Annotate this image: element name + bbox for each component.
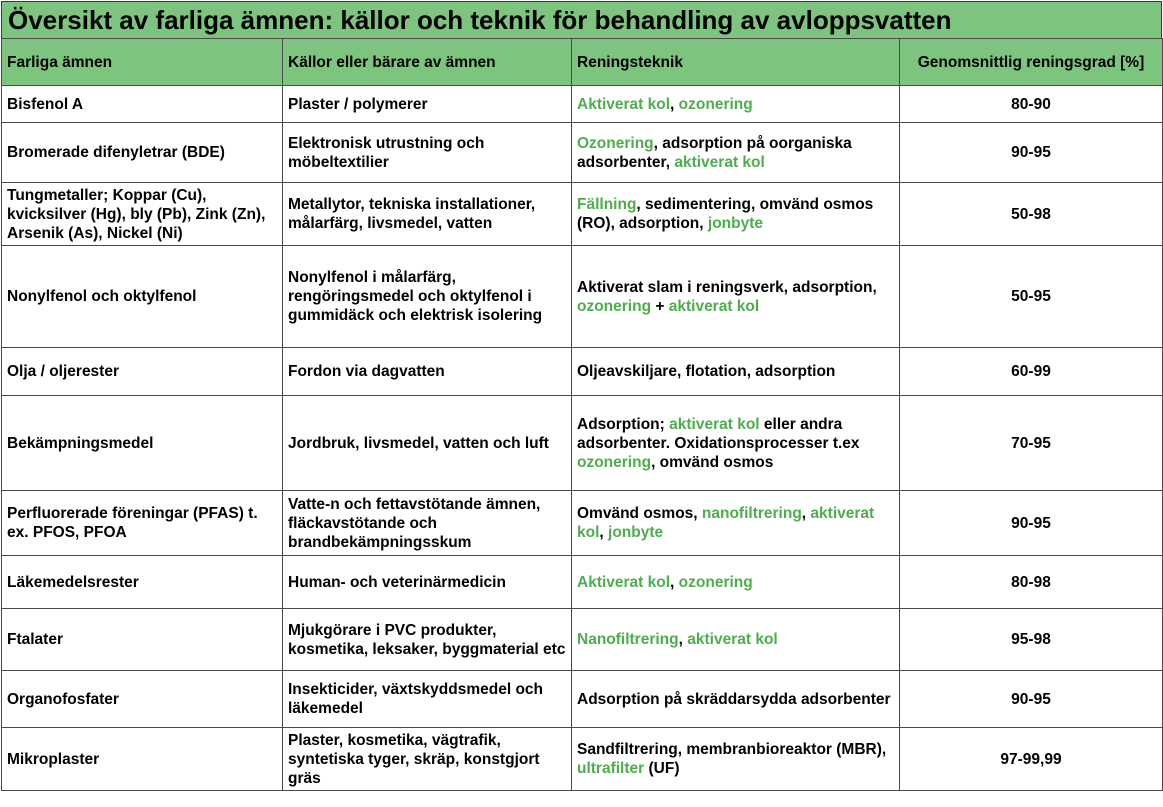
cell-sources: Vatte-n och fettavstötande ämnen, fläckavstötande och brandbekämpningsskum: [283, 491, 572, 556]
technique-highlight: aktiverat kol: [687, 631, 778, 648]
technique-text: Adsorption;: [577, 415, 670, 433]
technique-text: , sedimentering, omvänd osmos (RO), adsorption,: [577, 196, 874, 232]
cell-substance: Olja / oljerester: [2, 348, 283, 396]
cell-substance: Bromerade difenyletrar (BDE): [2, 123, 283, 183]
technique-text: Omvänd osmos,: [577, 505, 702, 522]
cell-sources: Fordon via dagvatten: [283, 348, 572, 396]
technique-highlight: Aktiverat kol: [577, 95, 671, 113]
cell-efficiency: 80-90: [900, 86, 1163, 123]
technique-highlight: jonbyte: [608, 524, 664, 541]
technique-text: Oljeavskiljare, flotation, adsorption: [577, 363, 836, 380]
cell-technique: [572, 396, 900, 491]
cell-sources: Jordbruk, livsmedel, vatten och luft: [283, 396, 572, 491]
technique-text: (UF): [644, 760, 680, 777]
cell-sources: Human- och veterinärmedicin: [283, 556, 572, 609]
technique-highlight: Fällning: [577, 196, 637, 213]
technique-highlight: aktiverat kol: [674, 153, 765, 171]
cell-efficiency: 60-99: [900, 348, 1163, 396]
table-row: [2, 728, 1163, 791]
cell-technique: [572, 491, 900, 556]
cell-sources: Insekticider, växtskyddsmedel och läkemedel: [283, 671, 572, 728]
hazardous-substances-table: [1, 38, 1163, 791]
technique-highlight: Ozonering: [577, 134, 654, 152]
header-substance: Farliga ämnen: [2, 39, 283, 86]
table-title: Översikt av farliga ämnen: källor och teknik för behandling av avloppsvatten: [8, 5, 952, 35]
table-row: [2, 396, 1163, 491]
cell-substance: Mikroplaster: [2, 728, 283, 791]
cell-efficiency: 80-98: [900, 556, 1163, 609]
cell-sources: Mjukgörare i PVC produkter, kosmetika, leksaker, byggmaterial etc: [283, 609, 572, 671]
technique-text: ,: [599, 524, 609, 541]
cell-substance: Perfluorerade föreningar (PFAS) t. ex. PFOS, PFOA: [2, 491, 283, 556]
cell-technique: [572, 556, 900, 609]
cell-sources: Metallytor, tekniska installationer, målarfärg, livsmedel, vatten: [283, 183, 572, 246]
technique-text: eller andra adsorbenter. Oxidationsprocesser t.ex: [577, 415, 860, 452]
technique-text: Adsorption på skräddarsydda adsorbenter: [577, 690, 891, 708]
cell-technique: [572, 671, 900, 728]
table-row: [2, 671, 1163, 728]
cell-sources: Plaster, kosmetika, vägtrafik, syntetiska tyger, skräp, konstgjort gräs: [283, 728, 572, 791]
cell-efficiency: 90-95: [900, 123, 1163, 183]
technique-text: Aktiverat slam i reningsverk, adsorption,: [577, 278, 877, 296]
cell-technique: [572, 123, 900, 183]
cell-efficiency: 90-95: [900, 491, 1163, 556]
technique-highlight: ozonering: [577, 297, 652, 315]
cell-technique: [572, 728, 900, 791]
technique-text: ,: [670, 95, 679, 113]
technique-highlight: ozonering: [678, 95, 753, 113]
cell-technique: [572, 183, 900, 246]
cell-sources: Nonylfenol i målarfärg, rengöringsmedel och oktylfenol i gummidäck och elektrisk isolering: [283, 246, 572, 348]
table-row: [2, 348, 1163, 396]
cell-substance: Nonylfenol och oktylfenol: [2, 246, 283, 348]
table-row: [2, 491, 1163, 556]
table-row: [2, 609, 1163, 671]
table-row: [2, 86, 1163, 123]
cell-efficiency: 50-98: [900, 183, 1163, 246]
technique-highlight: aktiverat kol: [577, 505, 875, 541]
header-row: [2, 39, 1163, 86]
cell-substance: Ftalater: [2, 609, 283, 671]
technique-highlight: Aktiverat kol: [577, 573, 671, 591]
cell-efficiency: 70-95: [900, 396, 1163, 491]
cell-substance: Organofosfater: [2, 671, 283, 728]
technique-highlight: ozonering: [577, 453, 652, 471]
table-row: [2, 123, 1163, 183]
technique-highlight: jonbyte: [707, 215, 764, 232]
technique-highlight: nanofiltrering: [701, 505, 802, 522]
table-title-bar: [1, 1, 1162, 39]
technique-highlight: ozonering: [678, 573, 753, 591]
cell-efficiency: 95-98: [900, 609, 1163, 671]
cell-sources: Plaster / polymerer: [283, 86, 572, 123]
header-sources: Källor eller bärare av ämnen: [283, 39, 572, 86]
header-efficiency: Genomsnittlig reningsgrad [%]: [900, 39, 1163, 86]
cell-efficiency: 97-99,99: [900, 728, 1163, 791]
cell-technique: [572, 609, 900, 671]
technique-highlight: ultrafilter: [577, 760, 645, 777]
cell-efficiency: 90-95: [900, 671, 1163, 728]
cell-substance: Tungmetaller; Koppar (Cu), kvicksilver (Hg), bly (Pb), Zink (Zn), Arsenik (As), Nickel (Ni): [2, 183, 283, 246]
cell-substance: Bekämpningsmedel: [2, 396, 283, 491]
cell-substance: Bisfenol A: [2, 86, 283, 123]
technique-highlight: aktiverat kol: [668, 297, 760, 315]
cell-substance: Läkemedelsrester: [2, 556, 283, 609]
technique-text: ,: [670, 573, 679, 591]
technique-highlight: aktiverat kol: [669, 415, 760, 433]
technique-text: , omvänd osmos: [651, 453, 774, 471]
technique-text: ,: [678, 631, 688, 648]
technique-text: , adsorption på oorganiska adsorbenter,: [577, 134, 852, 171]
header-technique: Reningsteknik: [572, 39, 900, 86]
table-row: [2, 183, 1163, 246]
cell-efficiency: 50-95: [900, 246, 1163, 348]
table-row: [2, 246, 1163, 348]
cell-technique: [572, 348, 900, 396]
technique-text: +: [651, 297, 669, 315]
cell-sources: Elektronisk utrustning och möbeltextilier: [283, 123, 572, 183]
table-row: [2, 556, 1163, 609]
technique-text: ,: [801, 505, 811, 522]
technique-highlight: Nanofiltrering: [577, 631, 679, 648]
technique-text: Sandfiltrering, membranbioreaktor (MBR),: [577, 741, 887, 758]
cell-technique: [572, 86, 900, 123]
cell-technique: [572, 246, 900, 348]
table-body: [2, 86, 1163, 791]
